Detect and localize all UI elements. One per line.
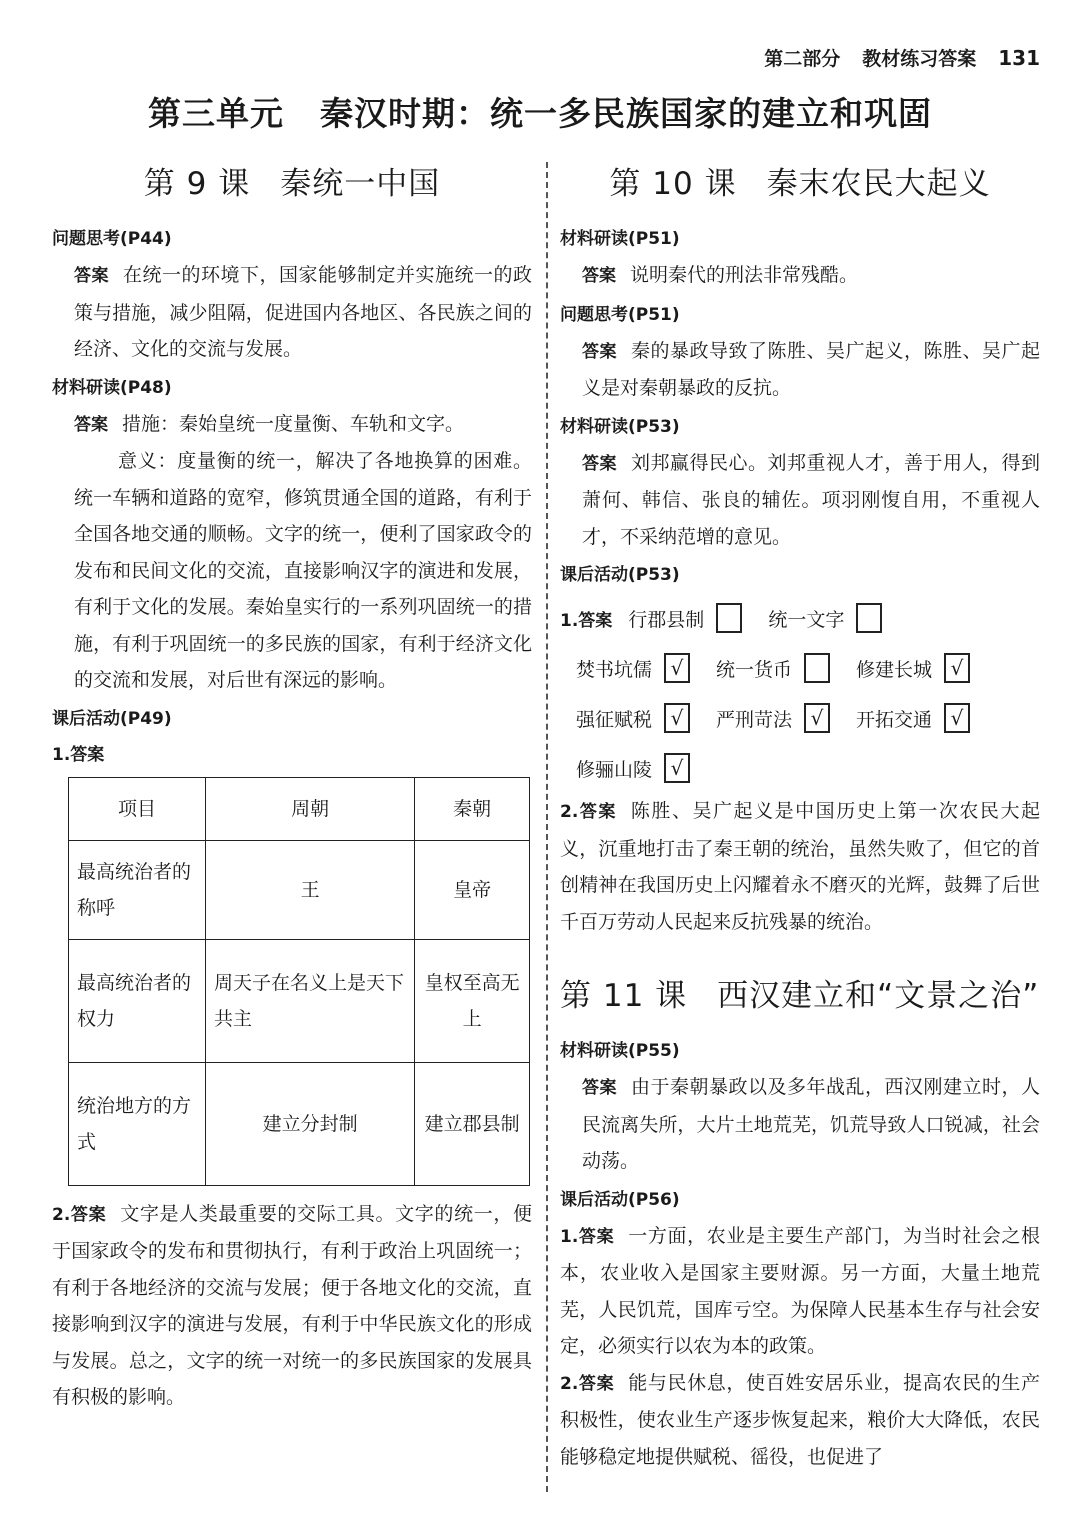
table-header-row — [69, 777, 530, 840]
unit-label: 第三单元 — [148, 94, 284, 133]
check-label: 开拓交通 — [856, 708, 933, 731]
lesson10-s1-heading: 材料研读(P51) — [560, 229, 680, 249]
answer-label — [52, 1205, 106, 1225]
check-row — [576, 643, 1040, 693]
check-label: 严刑苛法 — [716, 708, 793, 731]
item-number: 1. — [560, 610, 579, 631]
page-header — [764, 44, 1040, 71]
table-cell: 最高统治者的权力 — [69, 939, 206, 1062]
lesson10-s3-answer — [560, 445, 1040, 556]
table-cell: 皇权至高无上 — [415, 939, 530, 1062]
item-number: 2. — [560, 802, 579, 822]
lesson9-q3-item1: 1.答案 — [52, 744, 105, 765]
answer-label — [560, 802, 617, 822]
lesson9-title-text: 秦统一中国 — [280, 166, 441, 202]
check-label: 修骊山陵 — [576, 758, 653, 781]
lesson9-q3-item2 — [52, 1196, 532, 1416]
answer-label: 答案 — [582, 453, 617, 474]
lesson11-label: 第 11 课 — [560, 978, 688, 1014]
lesson10-s3-heading: 材料研读(P53) — [560, 416, 680, 437]
checkbox-answers — [560, 593, 1040, 793]
check-item — [576, 753, 690, 783]
checkbox-icon[interactable]: √ — [944, 703, 970, 733]
lesson10-s1-answer — [560, 257, 1040, 295]
lesson11-title-text: 西汉建立和“文景之治” — [717, 978, 1040, 1014]
table-row — [69, 1062, 530, 1185]
table-row — [69, 939, 530, 1062]
page-number: 131 — [998, 45, 1040, 70]
checkbox-icon[interactable]: √ — [664, 703, 690, 733]
checkbox-icon[interactable]: √ — [664, 653, 690, 683]
checkbox-icon[interactable] — [804, 653, 830, 683]
answer-label: 答案 — [582, 341, 617, 362]
answer-label: 答案 — [74, 266, 109, 286]
check-item — [856, 703, 970, 733]
lesson10-label: 第 10 课 — [609, 166, 737, 202]
table-cell: 周天子在名义上是天下共主 — [206, 939, 415, 1062]
lesson9-q2-text2: 意义：度量衡的统一，解决了各地换算的困难。统一车辆和道路的宽窄，修筑贯通全国的道路，有利于全国各地交通的顺畅。文字的统一，便利了国家政令的发布和民间文化的交流，直接影响汉字的演进和发展，有利于文化的发展。秦始皇实行的一系列巩固统一的措施，有利于巩固统一的多民族的国家，有利于经济文化的交流和发展，对后世有深远的影响。 — [74, 450, 532, 691]
check-label: 行郡县制 — [628, 608, 705, 631]
lesson9-q1-text: 在统一的环境下，国家能够制定并实施统一的政策与措施，减少阻隔，促进国内各地区、各民族之间的经济、文化的交流与发展。 — [74, 264, 532, 360]
lesson10-s2-text: 秦的暴政导致了陈胜、吴广起义，陈胜、吴广起义是对秦朝暴政的反抗。 — [582, 339, 1040, 399]
table-header-cell: 秦朝 — [415, 777, 530, 840]
lesson9-label: 第 9 课 — [143, 166, 251, 202]
lesson10-title — [560, 158, 1040, 203]
lesson11-s2-item2-text: 能与民休息，使百姓安居乐业，提高农民的生产积极性，使农业生产逐步恢复起来，粮价大大降低，农民能够稳定地提供赋税、徭役，也促进了 — [560, 1371, 1040, 1468]
lesson11-title — [560, 970, 1040, 1015]
lesson9-q2-heading: 材料研读(P48) — [52, 377, 172, 398]
table-header-cell: 周朝 — [206, 777, 415, 840]
unit-title-text: 秦汉时期：统一多民族国家的建立和巩固 — [320, 94, 932, 133]
lesson11-s1-heading: 材料研读(P55) — [560, 1041, 680, 1061]
table-cell: 建立郡县制 — [415, 1062, 530, 1185]
answer-text-label: 答案 — [578, 1226, 615, 1247]
check-item — [576, 703, 690, 733]
answer-label — [560, 1374, 614, 1394]
lesson11-s2-item1-text: 一方面，农业是主要生产部门，为当时社会之根本，农业收入是国家主要财源。另一方面，大量土地荒芜，人民饥荒，国库亏空。为保障人民基本生存与社会安定，必须实行以农为本的政策。 — [560, 1224, 1040, 1357]
item-number: 2. — [560, 1373, 579, 1394]
left-column — [52, 152, 532, 1416]
lesson11-s1-text: 由于秦朝暴政以及多年战乱，西汉刚建立时，人民流离失所，大片土地荒芜，饥荒导致人口锐减，社会动荡。 — [582, 1076, 1040, 1172]
check-label: 强征赋税 — [576, 708, 653, 731]
check-item — [768, 603, 882, 633]
check-label: 统一货币 — [716, 658, 793, 681]
answer-text-label: 答案 — [578, 1373, 615, 1394]
header-section: 第二部分 — [764, 48, 841, 70]
answer-label — [560, 1227, 614, 1247]
check-row — [560, 593, 1040, 643]
check-item — [628, 603, 742, 633]
lesson10-s4-item2-text: 陈胜、吴广起义是中国历史上第一次农民大起义，沉重地打击了秦王朝的统治，虽然失败了，但它的首创精神在我国历史上闪耀着永不磨灭的光辉，鼓舞了后世千百万劳动人民起来反抗残暴的统治。 — [560, 800, 1040, 933]
lesson10-s2-heading: 问题思考(P51) — [560, 304, 680, 325]
table-cell: 王 — [206, 840, 415, 939]
lesson10-s1-text: 说明秦代的刑法非常残酷。 — [630, 264, 859, 286]
lesson9-q2-answer — [52, 406, 532, 444]
lesson10-s4-heading: 课后活动(P53) — [560, 565, 680, 585]
lesson10-s2-answer — [560, 333, 1040, 407]
item-number: 2. — [52, 1204, 71, 1225]
check-item — [856, 653, 970, 683]
checkbox-icon[interactable]: √ — [804, 703, 830, 733]
lesson9-q3-heading: 课后活动(P49) — [52, 708, 172, 729]
check-label: 焚书坑儒 — [576, 658, 653, 681]
checkbox-icon[interactable]: √ — [944, 653, 970, 683]
checkbox-icon[interactable] — [716, 603, 742, 633]
lesson10-s3-text: 刘邦赢得民心。刘邦重视人才，善于用人，得到萧何、韩信、张良的辅佐。项羽刚愎自用，不重视人才，不采纳范增的意见。 — [582, 451, 1040, 548]
lesson9-q3-item2-text: 文字是人类最重要的交际工具。文字的统一，便于国家政令的发布和贯彻执行，有利于政治上巩固统一；有利于各地经济的交流与发展；便于各地文化的交流，直接影响到汉字的演进与发展，有利于中华民族文化的形成与发展。总之，文字的统一对统一的多民族国家的发展具有积极的影响。 — [52, 1202, 532, 1408]
lesson9-q1-answer — [52, 257, 532, 368]
lesson11-s2-item2 — [560, 1365, 1040, 1476]
lesson11-s1-answer — [560, 1069, 1040, 1180]
table-header-cell: 项目 — [69, 777, 206, 840]
answer-text-label: 答案 — [70, 1204, 107, 1225]
header-subsection: 教材练习答案 — [862, 48, 977, 70]
table-cell: 皇帝 — [415, 840, 530, 939]
lesson10-s4-item2 — [560, 793, 1040, 940]
lesson10-title-text: 秦末农民大起义 — [766, 166, 991, 202]
check-item — [576, 653, 690, 683]
right-column — [560, 152, 1040, 1475]
check-row — [576, 693, 1040, 743]
unit-title — [0, 88, 1080, 135]
answer-text-label: 答案 — [578, 610, 613, 631]
table-cell: 统治地方的方式 — [69, 1062, 206, 1185]
table-cell: 最高统治者的称呼 — [69, 840, 206, 939]
answer-label: 答案 — [74, 414, 108, 435]
check-item — [716, 703, 830, 733]
lesson9-title — [52, 158, 532, 203]
column-divider — [546, 162, 548, 1492]
answer-label: 答案 — [582, 1078, 617, 1098]
lesson11-s2-item1 — [560, 1218, 1040, 1365]
checkbox-icon[interactable] — [856, 603, 882, 633]
lesson9-q2-text1: 措施：秦始皇统一度量衡、车轨和文字。 — [122, 412, 465, 435]
answer-text-label: 答案 — [578, 802, 617, 822]
lesson9-q1-heading: 问题思考(P44) — [52, 229, 172, 249]
item-number: 1. — [560, 1226, 579, 1247]
check-label: 统一文字 — [768, 608, 845, 631]
check-label: 修建长城 — [856, 658, 933, 681]
lesson11-s2-heading: 课后活动(P56) — [560, 1189, 680, 1210]
comparison-table — [68, 777, 530, 1186]
table-cell: 建立分封制 — [206, 1062, 415, 1185]
answer-label: 答案 — [582, 266, 616, 286]
answer-label — [560, 606, 612, 631]
checkbox-icon[interactable]: √ — [664, 753, 690, 783]
table-row — [69, 840, 530, 939]
check-item — [716, 653, 830, 683]
check-row — [576, 743, 1040, 793]
